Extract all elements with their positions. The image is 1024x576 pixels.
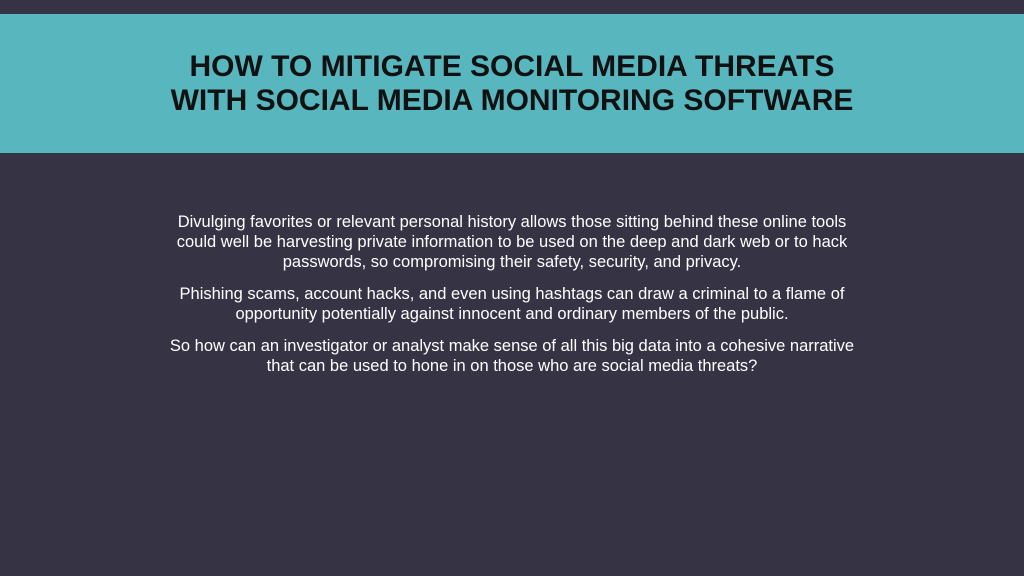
title-banner (0, 14, 1024, 153)
paragraph-phishing (100, 284, 924, 324)
paragraph-line: So how can an investigator or analyst make sense of all this big data into a cohesive narrative (169, 337, 855, 355)
paragraph-question (100, 336, 924, 376)
paragraph-line: Phishing scams, account hacks, and even using hashtags can draw a criminal to a flame of (179, 285, 845, 303)
slide-title-line-1: HOW TO MITIGATE SOCIAL MEDIA THREATS (189, 49, 835, 83)
paragraph-line: could well be harvesting private information to be used on the deep and dark web or to hack (176, 233, 848, 251)
paragraph-line: opportunity potentially against innocent and ordinary members of the public. (235, 305, 789, 323)
paragraph-line: Divulging favorites or relevant personal history allows those sitting behind these online tools (177, 213, 847, 231)
paragraph-line: that can be used to hone in on those who are social media threats? (266, 357, 758, 375)
paragraph-privacy-risk (100, 212, 924, 272)
paragraph-line: passwords, so compromising their safety, security, and privacy. (282, 253, 742, 271)
slide-title-line-2: WITH SOCIAL MEDIA MONITORING SOFTWARE (170, 83, 854, 117)
slide-body (100, 212, 924, 388)
